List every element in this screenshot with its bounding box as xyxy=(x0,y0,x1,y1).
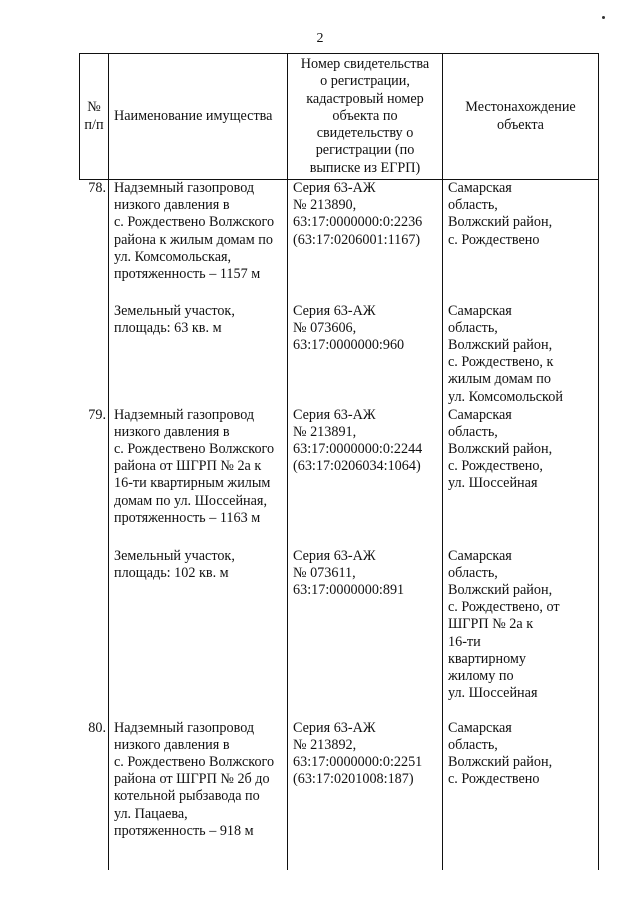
property-name: Надземный газопровод низкого давления в с. Рождествено Волжского района от ШГРП № 2б до котельной рыбзавода по ул. Пацаева, протяженность – 918 м xyxy=(109,720,288,870)
row-number: 80. xyxy=(88,719,106,736)
certificate-number: Серия 63-АЖ № 213890, 63:17:0000000:0:2236 (63:17:0206001:1167) xyxy=(288,180,443,303)
table-row xyxy=(80,407,599,548)
table-row xyxy=(80,720,599,870)
property-location: Самарская область, Волжский район, с. Рождествено, к жилым домам по ул. Комсомольской xyxy=(443,303,599,407)
property-location: Самарская область, Волжский район, с. Рождествено, от ШГРП № 2а к 16-ти квартирному жилому по ул. Шоссейная xyxy=(443,548,599,720)
property-table xyxy=(79,53,599,870)
page-number: 2 xyxy=(316,31,324,46)
row-number: 78. xyxy=(88,180,106,196)
certificate-number: Серия 63-АЖ № 073606, 63:17:0000000:960 xyxy=(288,303,443,407)
property-location: Самарская область, Волжский район, с. Рождествено xyxy=(443,180,599,303)
table-row xyxy=(80,303,599,407)
row-number xyxy=(80,303,109,407)
table-header-row xyxy=(80,54,599,180)
property-name: Земельный участок, площадь: 102 кв. м xyxy=(109,548,288,720)
certificate-number: Серия 63-АЖ № 213891, 63:17:0000000:0:2244 (63:17:0206034:1064) xyxy=(288,407,443,548)
scan-speck xyxy=(602,16,605,19)
property-name: Земельный участок, площадь: 63 кв. м xyxy=(109,303,288,407)
certificate-number: Серия 63-АЖ № 073611, 63:17:0000000:891 xyxy=(288,548,443,720)
header-number: № п/п xyxy=(80,54,109,180)
header-property-name: Наименование имущества xyxy=(109,54,288,180)
property-location: Самарская область, Волжский район, с. Рождествено xyxy=(443,720,599,870)
certificate-number: Серия 63-АЖ № 213892, 63:17:0000000:0:2251 (63:17:0201008:187) xyxy=(288,720,443,870)
table-row xyxy=(80,548,599,720)
property-name: Надземный газопровод низкого давления в с. Рождествено Волжского района к жилым домам по ул. Комсомольская, протяженность – 1157 м xyxy=(109,180,288,303)
property-name: Надземный газопровод низкого давления в с. Рождествено Волжского района от ШГРП № 2а к 16-ти квартирным жилым домам по ул. Шоссейная, протяженность – 1163 м xyxy=(109,407,288,548)
property-location: Самарская область, Волжский район, с. Рождествено, ул. Шоссейная xyxy=(443,407,599,548)
header-location: Местонахождение объекта xyxy=(443,54,599,180)
row-number xyxy=(80,548,109,720)
table-row xyxy=(80,180,599,303)
row-number: 79. xyxy=(88,406,106,423)
header-certificate-number: Номер свидетельства о регистрации, кадастровый номер объекта по свидетельству о регистрации (по выписке из ЕГРП) xyxy=(288,54,443,180)
